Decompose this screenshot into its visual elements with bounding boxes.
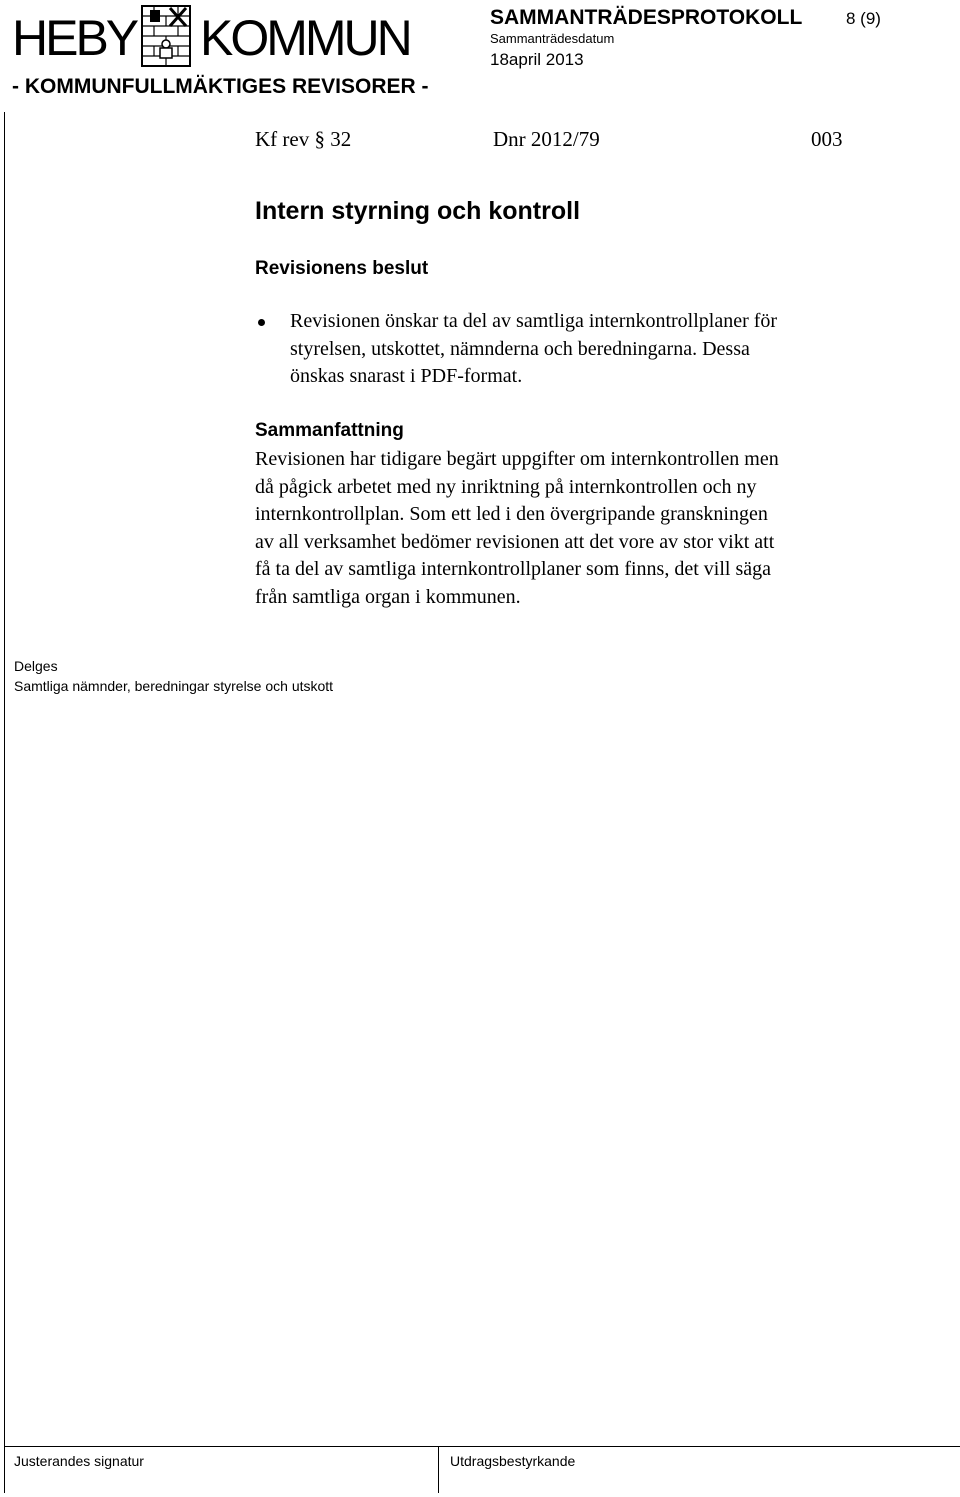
text-line: av all verksamhet bedömer revisionen att det vore av stor vikt att (255, 530, 775, 553)
meeting-date-value: 18april 2013 (490, 50, 584, 69)
page-title: Intern styrning och kontroll (255, 197, 581, 225)
logo-heby: HEBY (12, 10, 137, 66)
distribution-label: Delges (14, 658, 58, 674)
decision-bullet (290, 308, 890, 391)
document-title: SAMMANTRÄDESPROTOKOLL (490, 6, 803, 29)
summary-heading: Sammanfattning (255, 420, 404, 441)
footer-divider (438, 1446, 439, 1493)
meeting-date-label: Sammanträdesdatum (490, 31, 615, 46)
diary-number: Dnr 2012/79 (493, 127, 600, 151)
text-line: från samtliga organ i kommunen. (255, 585, 521, 608)
municipal-crest-icon (136, 4, 196, 68)
certification-label: Utdragsbestyrkande (450, 1453, 576, 1469)
page-number: 8 (9) (846, 9, 881, 28)
logo-kommun: KOMMUN (200, 10, 410, 66)
decision-heading: Revisionens beslut (255, 258, 429, 279)
text-line: styrelsen, utskottet, nämnderna och beredningarna. Dessa (290, 337, 750, 360)
text-line: då pågick arbetet med ny inriktning på internkontrollen och ny (255, 475, 757, 498)
signature-label: Justerandes signatur (14, 1453, 144, 1469)
case-code: 003 (811, 127, 843, 151)
bullet-icon (258, 319, 265, 326)
footer-rule (4, 1446, 960, 1447)
text-line: Revisionen önskar ta del av samtliga internkontrollplaner för (290, 310, 778, 332)
text-line: önskas snarast i PDF-format. (290, 365, 523, 387)
distribution-value: Samtliga nämnder, beredningar styrelse och utskott (14, 678, 334, 694)
text-line: internkontrollplan. Som ett led i den övergripande granskningen (255, 503, 768, 525)
summary-text (255, 446, 935, 611)
section-reference: Kf rev § 32 (255, 127, 352, 151)
text-line: få ta del av samtliga internkontrollplaner som finns, det vill säga (255, 558, 771, 580)
text-line: Revisionen har tidigare begärt uppgifter om internkontrollen men (255, 448, 779, 470)
left-margin-rule (4, 112, 5, 1493)
organization-name: - KOMMUNFULLMÄKTIGES REVISORER - (12, 75, 429, 98)
reference-row (255, 124, 855, 154)
